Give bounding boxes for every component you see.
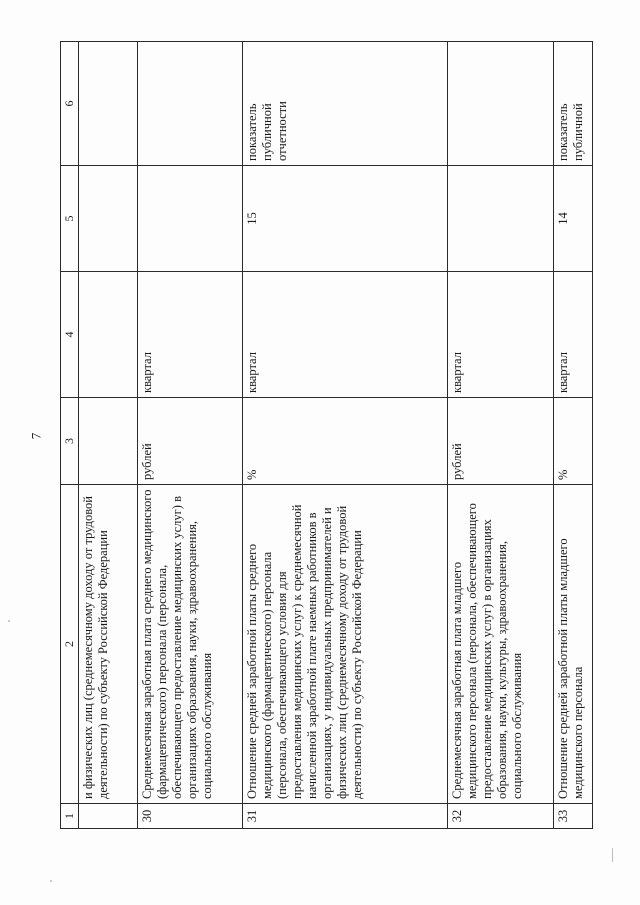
target-cell: 15 bbox=[243, 166, 448, 272]
period-cell: квартал bbox=[448, 272, 554, 398]
row-number: 31 bbox=[243, 804, 448, 829]
unit-cell: рублей bbox=[137, 398, 243, 485]
source-cell bbox=[137, 42, 243, 166]
period-cell: квартал bbox=[137, 272, 243, 398]
table-row bbox=[137, 42, 243, 829]
indicator-name: Отношение средней заработной платы младшего медицинского персонала bbox=[554, 485, 593, 804]
header-col-6: 6 bbox=[61, 42, 79, 166]
table-row bbox=[448, 42, 554, 829]
table-row bbox=[79, 42, 137, 829]
target-cell bbox=[137, 166, 243, 272]
source-cell: показатель публичной отчетности bbox=[243, 42, 448, 166]
table-row bbox=[554, 42, 593, 829]
header-col-3: 3 bbox=[61, 398, 79, 485]
header-col-5: 5 bbox=[61, 166, 79, 272]
indicator-name: и физических лиц (среднемесячному доходу от трудовой деятельности) по субъекту Российской Федерации bbox=[79, 485, 137, 804]
header-col-2: 2 bbox=[61, 485, 79, 804]
period-cell bbox=[79, 272, 137, 398]
indicator-name: Среднемесячная заработная плата среднего медицинского (фармацевтического) персонала (персонала, обеспечивающего предоставление медицинских услуг) в организациях образования, науки, здравоохранения, социального обслуживания bbox=[137, 485, 243, 804]
indicator-name: Среднемесячная заработная плата младшего медицинского персонала (персонала, обеспечивающего предоставление медицинских услуг) в организациях образования, науки, культуры, здравоохранения, социального обслуживания bbox=[448, 485, 554, 804]
unit-cell: рублей bbox=[448, 398, 554, 485]
page-number: 7 bbox=[28, 432, 44, 440]
source-cell bbox=[79, 42, 137, 166]
header-col-1: 1 bbox=[61, 804, 79, 829]
indicator-table-container bbox=[60, 48, 593, 829]
indicator-name: Отношение средней заработной платы среднего медицинского (фармацевтического) персонала (персонала, обеспечивающего условия для предоставления медицинских услуг) к среднемесячной начисленной заработной плате наемных работников в организациях, у индивидуальных предпринимателей и физических лиц (среднемесячному доходу от трудовой деятельности) по субъекту Российской Федерации bbox=[243, 485, 448, 804]
header-col-4: 4 bbox=[61, 272, 79, 398]
period-cell: квартал bbox=[243, 272, 448, 398]
source-cell: показатель публичной bbox=[554, 42, 593, 166]
target-cell bbox=[79, 166, 137, 272]
source-cell bbox=[448, 42, 554, 166]
row-number: 33 bbox=[554, 804, 593, 829]
indicator-table bbox=[60, 41, 593, 829]
unit-cell: % bbox=[554, 398, 593, 485]
row-number bbox=[79, 804, 137, 829]
target-cell: 14 bbox=[554, 166, 593, 272]
period-cell: квартал bbox=[554, 272, 593, 398]
row-number: 32 bbox=[448, 804, 554, 829]
scan-speck bbox=[50, 880, 52, 882]
target-cell bbox=[448, 166, 554, 272]
table-header-row bbox=[61, 42, 79, 829]
rotated-table-wrapper bbox=[60, 48, 593, 829]
unit-cell bbox=[79, 398, 137, 485]
row-number: 30 bbox=[137, 804, 243, 829]
table-row bbox=[243, 42, 448, 829]
scan-speck bbox=[8, 620, 10, 622]
scan-speck bbox=[612, 848, 613, 862]
unit-cell: % bbox=[243, 398, 448, 485]
